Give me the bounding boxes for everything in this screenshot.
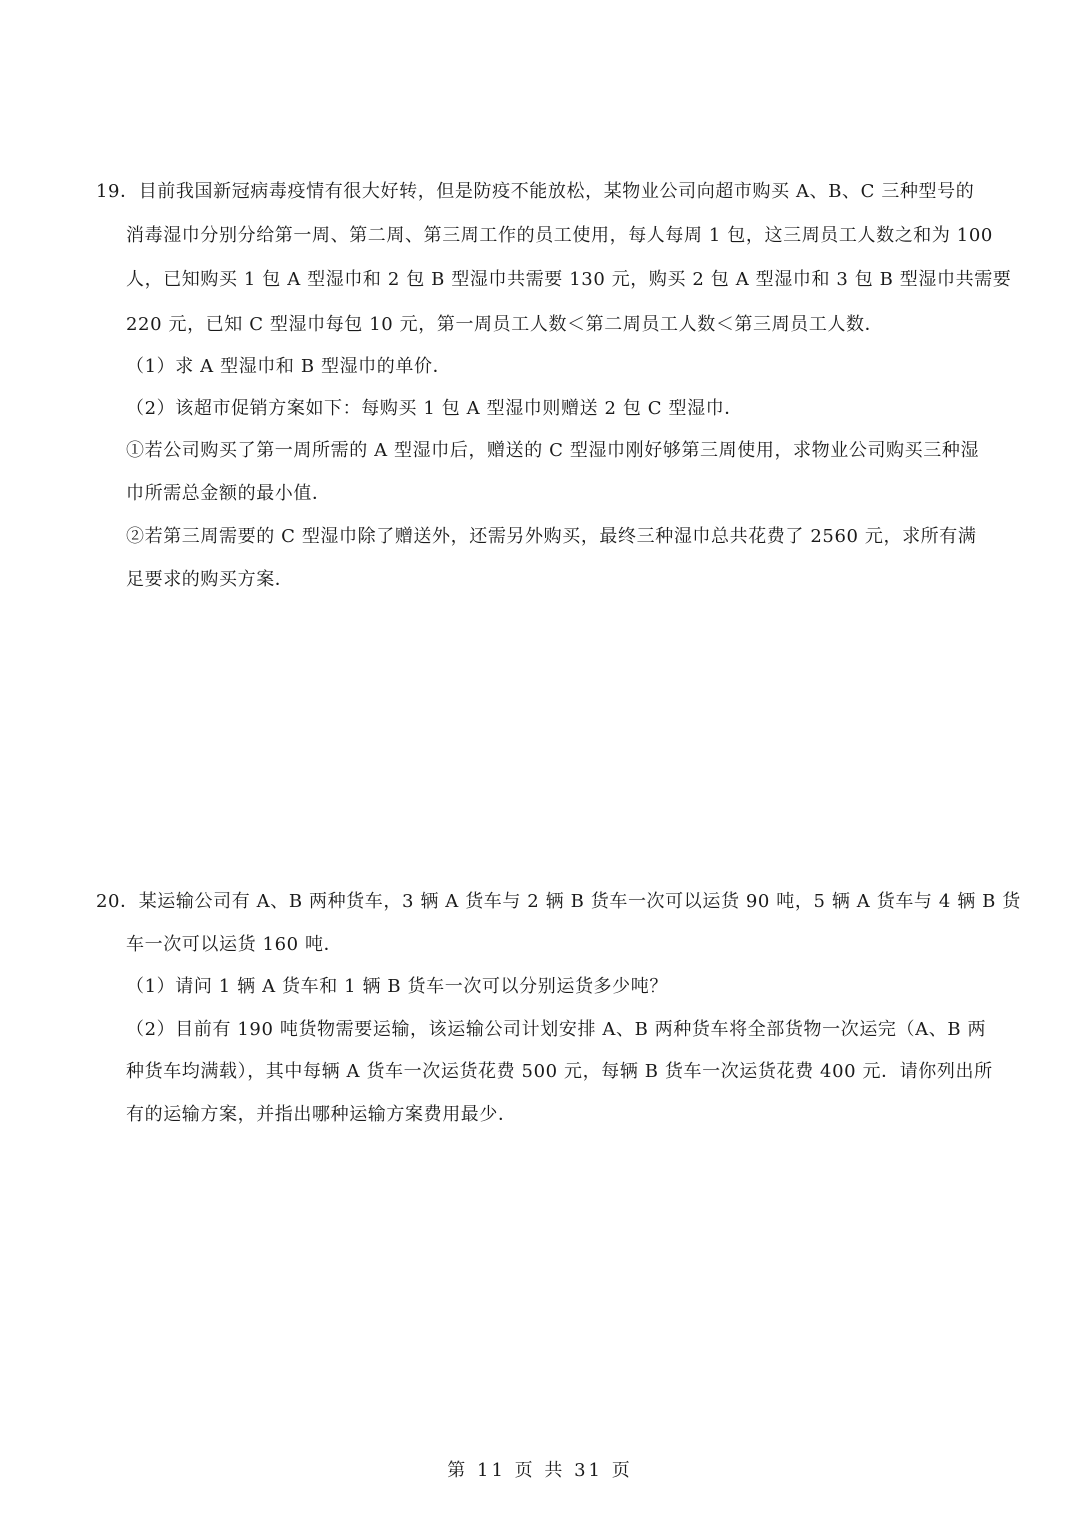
- q19-line-4: 220 元，已知 C 型湿巾每包 10 元，第一周员工人数＜第二周员工人数＜第三周员工人数．: [126, 314, 884, 335]
- q20-part-2-line-2: 种货车均满载），其中每辆 A 货车一次运货花费 500 元，每辆 B 货车一次运货花费 400 元．请你列出所: [126, 1061, 993, 1082]
- q20-part-2-line-3: 有的运输方案，并指出哪种运输方案费用最少．: [126, 1104, 517, 1125]
- q19-part-1: （1）求 A 型湿巾和 B 型湿巾的单价．: [126, 356, 452, 377]
- q19-line-2: 消毒湿巾分别分给第一周、第二周、第三周工作的员工使用，每人每周 1 包，这三周员工人数之和为 100: [126, 225, 993, 246]
- q20-part-2-line-1: （2）目前有 190 吨货物需要运输，该运输公司计划安排 A、B 两种货车将全部货物一次运完（A、B 两: [126, 1019, 987, 1040]
- q19-subpart-2-line-1: ②若第三周需要的 C 型湿巾除了赠送外，还需另外购买，最终三种湿巾总共花费了 2560 元，求所有满: [126, 526, 977, 547]
- q19-line-3: 人，已知购买 1 包 A 型湿巾和 2 包 B 型湿巾共需要 130 元，购买 2 包 A 型湿巾和 3 包 B 型湿巾共需要: [126, 269, 1012, 290]
- q20-line-1: 20．某运输公司有 A、B 两种货车，3 辆 A 货车与 2 辆 B 货车一次可以运货 90 吨，5 辆 A 货车与 4 辆 B 货: [96, 891, 1021, 912]
- q19-subpart-1-line-1: ①若公司购买了第一周所需的 A 型湿巾后，赠送的 C 型湿巾刚好够第三周使用，求物业公司购买三种湿: [126, 440, 980, 461]
- page-number: 第 11 页 共 31 页: [447, 1460, 633, 1481]
- q20-part-1: （1）请问 1 辆 A 货车和 1 辆 B 货车一次可以分别运货多少吨？: [126, 976, 668, 997]
- q19-subpart-2-line-2: 足要求的购买方案．: [126, 569, 294, 590]
- q19-line-1: 19．目前我国新冠病毒疫情有很大好转，但是防疫不能放松，某物业公司向超市购买 A、B、C 三种型号的: [96, 181, 975, 202]
- q20-line-2: 车一次可以运货 160 吨．: [126, 934, 343, 955]
- q19-subpart-1-line-2: 巾所需总金额的最小值．: [126, 483, 331, 504]
- q19-part-2: （2）该超市促销方案如下：每购买 1 包 A 型湿巾则赠送 2 包 C 型湿巾．: [126, 398, 743, 419]
